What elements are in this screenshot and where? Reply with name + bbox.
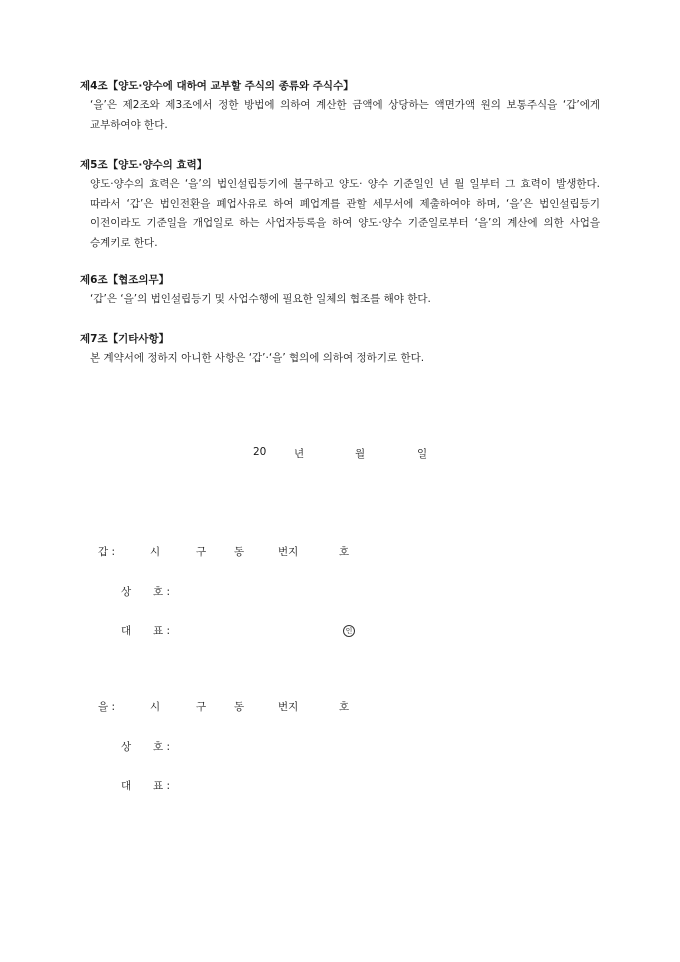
party-b-rep-row (0, 778, 680, 794)
party-b-gu: 구 (196, 701, 207, 713)
article-7 (80, 331, 600, 369)
party-a-ho: 호 (339, 546, 350, 558)
article-7-title: 제7조【기타사항】 (80, 333, 170, 345)
party-a-company-label-2: 호 : (153, 586, 171, 598)
party-a-address-row (0, 544, 680, 560)
article-4-title: 제4조【양도·양수에 대하여 교부할 주식의 종류와 주식수】 (80, 80, 354, 92)
date-year-prefix: 20 (253, 446, 267, 458)
party-b-company-row (0, 739, 680, 755)
date-month-label: 월 (355, 448, 366, 460)
article-6 (80, 272, 600, 310)
party-b-rep-label-2: 표 : (153, 780, 171, 792)
date-year-label: 년 (294, 448, 305, 460)
date-day-label: 일 (417, 448, 428, 460)
party-b-company-label-2: 호 : (153, 741, 171, 753)
party-a-label: 갑 : (98, 546, 116, 558)
party-b-si: 시 (150, 701, 161, 713)
party-a-company-label-1: 상 (121, 586, 132, 598)
article-4 (80, 78, 600, 135)
party-b-dong: 동 (234, 701, 245, 713)
party-b-company-label-1: 상 (121, 741, 132, 753)
article-4-body: ‘을’은 제2조와 제3조에서 정한 방법에 의하여 계산한 금액에 상당하는 액면가액 원의 보통주식을 ‘갑’에게 교부하여야 한다. (90, 99, 600, 131)
party-a-beonji: 번지 (278, 546, 299, 558)
seal-mark-icon: 인 (343, 625, 355, 637)
party-a-rep-row (0, 623, 680, 639)
article-5-body: 양도·양수의 효력은 ‘을’의 법인설립등기에 불구하고 양도· 양수 기준일인 년 월 일부터 그 효력이 발생한다. 따라서 ‘갑’은 법인전환을 폐업사유로 하여 폐업계를 관할 세무서에 제출하여야 하며, ‘을’은 법인설립등기 이전이라도 기준일을 개업일로 하는 사업자등록을 하여 양도·양수 기준일로부터 ‘을’의 계산에 의한 사업을 승계키로 한다. (90, 178, 600, 249)
article-7-body: 본 계약서에 정하지 아니한 사항은 ‘갑’·‘을’ 협의에 의하여 정하기로 한다. (90, 352, 425, 364)
party-b-rep-label-1: 대 (121, 780, 132, 792)
article-6-body: ‘갑’은 ‘을’의 법인설립등기 및 사업수행에 필요한 일체의 협조를 해야 한다. (90, 293, 431, 305)
party-b-address-row (0, 699, 680, 715)
party-b-label: 을 : (98, 701, 116, 713)
article-6-title: 제6조【협조의무】 (80, 274, 170, 286)
party-a-rep-label-2: 표 : (153, 625, 171, 637)
party-b-ho: 호 (339, 701, 350, 713)
article-5 (80, 157, 600, 253)
party-a-si: 시 (150, 546, 161, 558)
party-b-beonji: 번지 (278, 701, 299, 713)
party-a-rep-label-1: 대 (121, 625, 132, 637)
party-a-gu: 구 (196, 546, 207, 558)
party-a-dong: 동 (234, 546, 245, 558)
article-5-title: 제5조【양도·양수의 효력】 (80, 159, 208, 171)
party-a-company-row (0, 584, 680, 600)
